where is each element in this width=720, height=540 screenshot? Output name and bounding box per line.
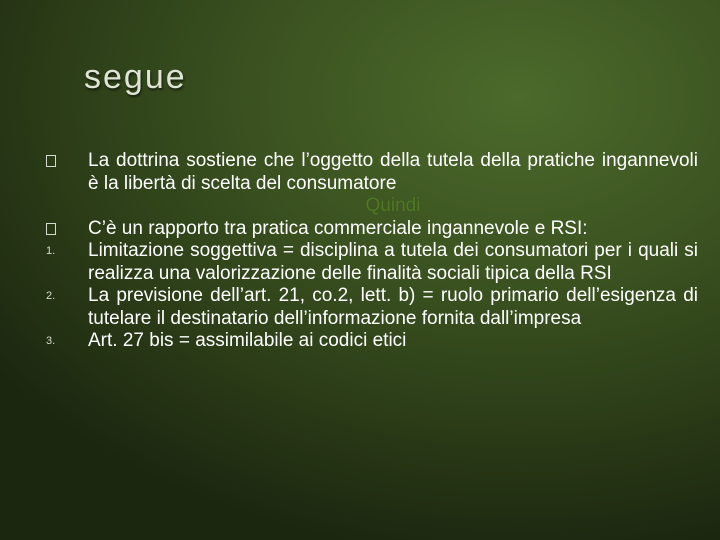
slide-body: [40, 150, 698, 353]
number-marker: 2.: [46, 290, 56, 302]
bullet-item: [40, 150, 698, 195]
number-marker: 3.: [46, 335, 56, 347]
bullet-item: [40, 218, 698, 241]
bullet-box-icon: [46, 150, 76, 176]
numbered-text: Limitazione soggettiva = disciplina a tutela dei consumatori per i quali si realizza una valorizzazione delle finalità sociali tipica della RSI: [88, 240, 698, 284]
numbered-text: La previsione dell’art. 21, co.2, lett. b) = ruolo primario dell’esigenza di tutelare il destinatario dell’informazione fornita dall’impresa: [88, 285, 698, 329]
center-connector-text: Quindi: [365, 195, 421, 216]
numbered-item: [40, 240, 698, 285]
numbered-text: Art. 27 bis = assimilabile ai codici etici: [88, 330, 407, 351]
number-marker: 1.: [46, 245, 56, 257]
numbered-item: [40, 330, 698, 353]
bullet-text: C’è un rapporto tra pratica commerciale ingannevole e RSI:: [88, 217, 588, 239]
bullet-text: La dottrina sostiene che l’oggetto della tutela della pratiche ingannevoli è la libertà di scelta del consumatore: [88, 150, 698, 194]
slide-title: segue: [84, 58, 187, 96]
numbered-item: [40, 285, 698, 330]
